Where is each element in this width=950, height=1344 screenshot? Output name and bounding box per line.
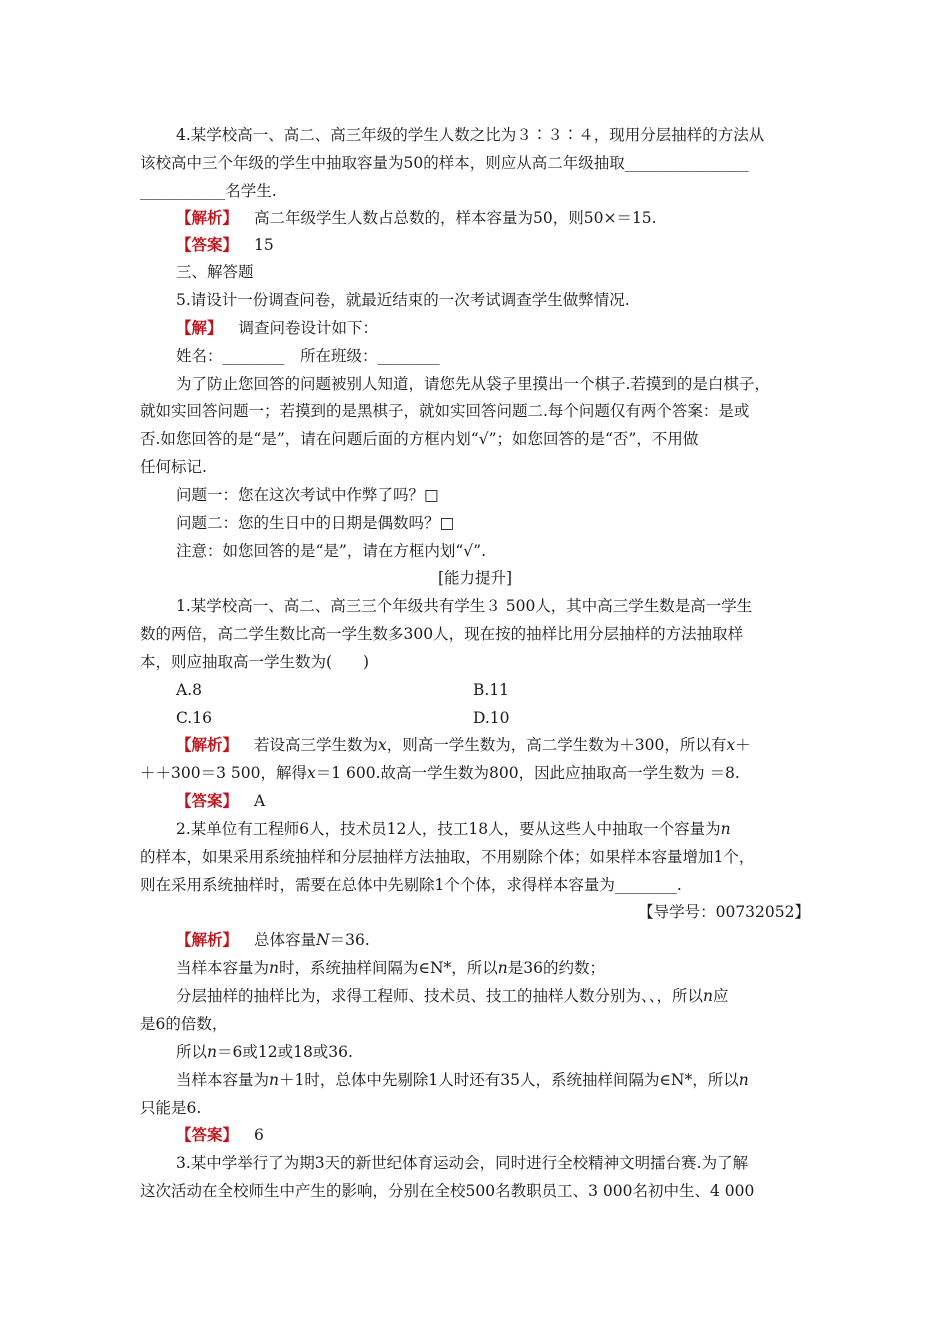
analysis-tag: 【解析】: [176, 208, 239, 227]
q5-solution: 【解】 调查问卷设计如下：: [176, 318, 379, 337]
a2-step-6: 只能是6.: [140, 1099, 202, 1117]
a1-option-c: C.16: [176, 709, 212, 727]
a2-line-1: 2.某单位有工程师6人，技术员12人，技工18人，要从这些人中抽取一个容量为n: [176, 820, 731, 838]
q5-para-2: 就如实回答问题一；若摸到的是黑棋子，就如实回答问题二.每个问题仅有两个答案：是或: [140, 402, 750, 420]
a2-step-4: 所以n＝6或12或18或36.: [176, 1043, 353, 1061]
a2-step-5: 当样本容量为n＋1时，总体中先剔除1人时还有35人，系统抽样间隔为∈N*，所以n: [176, 1071, 749, 1089]
q4-line-2: 该校高中三个年级的学生中抽取容量为50的样本，则应从高二年级抽取________________: [140, 154, 749, 172]
answer-tag: 【答案】: [176, 235, 239, 254]
a1-option-b: B.11: [473, 681, 510, 699]
a2-step-3: 是6的倍数，: [140, 1015, 228, 1033]
q5-question-2: 问题二：您的生日中的日期是偶数吗？□: [176, 514, 455, 532]
a2-step-1: 当样本容量为n时，系统抽样间隔为∈N*，所以n是36的约数；: [176, 959, 606, 977]
q5-note: 注意：如您回答的是“是”，请在方框内划“√”.: [176, 542, 487, 560]
answer-tag: 【答案】: [176, 791, 239, 810]
a1-line-3: 本，则应抽取高一学生数为( ): [140, 653, 370, 671]
a1-line-2: 数的两倍，高二学生数比高一学生数多300人，现在按的抽样比用分层抽样的方法抽取样: [140, 625, 744, 643]
a1-option-a: A.8: [176, 681, 202, 699]
analysis-tag: 【解析】: [176, 930, 239, 949]
q4-line-1: 4.某学校高一、高二、高三年级的学生人数之比为３∶３∶４，现用分层抽样的方法从: [176, 126, 765, 144]
a2-line-2: 的样本，如果采用系统抽样和分层抽样方法抽取，不用剔除个体；如果样本容量增加1个，: [140, 848, 755, 866]
a3-line-2: 这次活动在全校师生中产生的影响，分别在全校500名教职员工、3 000名初中生、4 000: [140, 1182, 755, 1200]
a1-option-d: D.10: [473, 709, 510, 727]
q4-answer: 【答案】 15: [176, 235, 274, 254]
a1-line-1: 1.某学校高一、高二、高三三个年级共有学生３ 500人，其中高三学生数是高一学生: [176, 597, 753, 615]
a2-answer: 【答案】 6: [176, 1125, 264, 1144]
q5-form-fields: 姓名：________ 所在班级：________: [176, 347, 440, 365]
a1-analysis-2: ＋＋300＝3 500，解得x＝1 600.故高一学生数为800，因此应抽取高一学生数为 ＝8.: [140, 764, 740, 782]
q5-para-3: 否.如您回答的是“是”，请在问题后面的方框内划“√”；如您回答的是“否”，不用做: [140, 430, 699, 448]
a1-answer: 【答案】 A: [176, 791, 266, 810]
q5-line-1: 5.请设计一份调查问卷，就最近结束的一次考试调查学生做弊情况.: [176, 291, 630, 309]
ability-heading: [能力提升]: [437, 569, 513, 587]
q5-para-4: 任何标记.: [140, 458, 207, 476]
analysis-tag: 【解析】: [176, 735, 239, 754]
a2-step-2: 分层抽样的抽样比为，求得工程师、技术员、技工的抽样人数分别为、、，所以n应: [176, 987, 729, 1005]
q5-question-1: 问题一：您在这次考试中作弊了吗？□: [176, 486, 439, 504]
a2-line-3: 则在采用系统抽样时，需要在总体中先剔除1个个体，求得样本容量为________.: [140, 876, 682, 894]
answer-tag: 【答案】: [176, 1125, 239, 1144]
a3-line-1: 3.某中学举行了为期3天的新世纪体育运动会，同时进行全校精神文明擂台赛.为了解: [176, 1154, 749, 1172]
section-heading: 三、解答题: [176, 263, 254, 281]
a1-analysis-1: 【解析】 若设高三学生数为x，则高一学生数为，高二学生数为＋300，所以有x＋: [176, 735, 751, 754]
a2-analysis: 【解析】 总体容量N＝36.: [176, 930, 370, 949]
q4-analysis: 【解析】 高二年级学生人数占总数的，样本容量为50，则50×＝15.: [176, 208, 657, 227]
q4-line-3: ___________名学生.: [140, 182, 277, 200]
solution-tag: 【解】: [176, 318, 223, 337]
q5-para-1: 为了防止您回答的问题被别人知道，请您先从袋子里摸出一个棋子.若摸到的是白棋子，: [176, 375, 770, 393]
guide-number: 【导学号：00732052】: [638, 903, 810, 921]
